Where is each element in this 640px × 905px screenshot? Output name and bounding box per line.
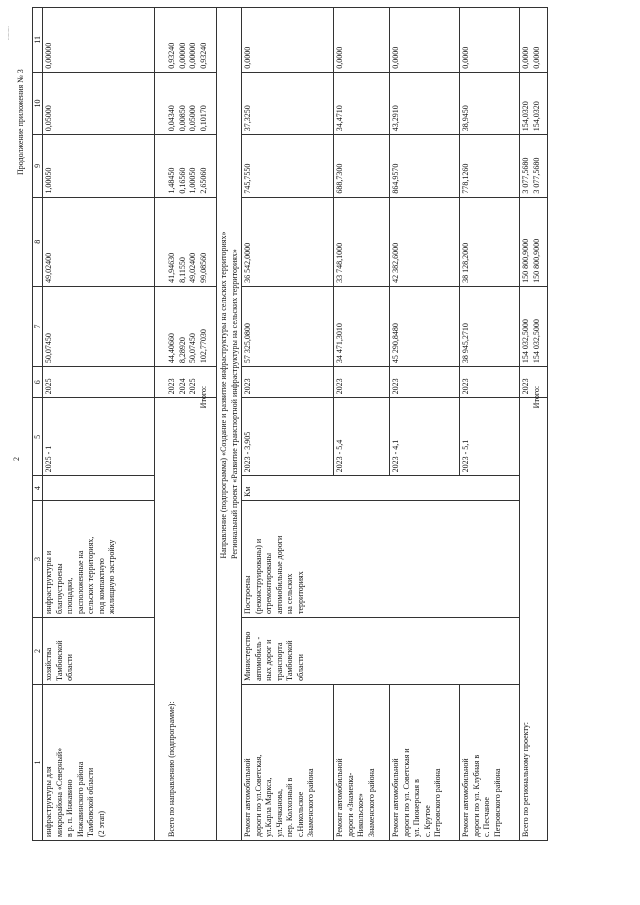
regional-cost: 1,48450 [167, 167, 176, 194]
local-cost: 37,3250 [242, 72, 334, 134]
federal-cost: 49,02400 [188, 252, 198, 283]
total-cost: 34 471,3010 [334, 286, 390, 366]
table-row [334, 8, 390, 841]
local-cost: 38,9450 [460, 72, 520, 134]
other-cost: 0,0000 [531, 46, 541, 69]
col-num: 6 [33, 367, 43, 398]
col-num: 7 [33, 286, 43, 366]
total-cost: 50,07450 [188, 333, 198, 364]
other-cost: 0,0000 [334, 8, 390, 73]
continuation-note: Продолжение приложения № 3 [16, 69, 25, 175]
other-cost: 0,0000 [242, 8, 334, 73]
capacity: 2023 - 5,1 [460, 398, 520, 476]
regional-cost: 1,00050 [188, 167, 198, 194]
col-num: 8 [33, 197, 43, 286]
total-cost: 154 032,5000 [521, 319, 530, 364]
table-row [460, 8, 520, 841]
page-number: 2 [12, 457, 21, 461]
local-cost: 0,05000 [188, 105, 198, 132]
object-name: Ремонт автомобильной дороги по ул. Клубная в с. Песчаное Петровского района [460, 684, 520, 840]
col-num: 11 [33, 8, 43, 73]
section-title-row [217, 8, 242, 841]
object-name: инфраструктуры для микрорайона «Северный» в р. п. Инжавино Инжавинского района Тамбовской области (2 этап) [43, 684, 155, 840]
unit: Км [242, 476, 520, 501]
regional-cost: 688,7300 [334, 135, 390, 197]
regional-cost: 3 077,5680 [521, 157, 530, 194]
local-cost: 34,4710 [334, 72, 390, 134]
direction-total-row [155, 8, 217, 841]
project-total-label: Всего по региональному проекту: [521, 722, 530, 837]
page-stamp: ........... [6, 26, 11, 40]
col-num: 3 [33, 500, 43, 617]
federal-cost: 99,08560 [198, 252, 208, 283]
year: 2023 [167, 378, 176, 395]
local-cost: 154,0320 [531, 101, 541, 132]
col-num: 2 [33, 617, 43, 684]
regional-cost: 1,00050 [43, 135, 155, 197]
local-cost: 0,04340 [167, 105, 176, 132]
year: 2023 [390, 367, 460, 398]
year: 2023 [521, 378, 530, 395]
other-cost: 0,00000 [177, 42, 187, 69]
capacity: 2023 - 5,4 [334, 398, 390, 476]
total-cost: 154 032,5000 [531, 319, 541, 364]
federal-cost: 41,94630 [167, 252, 176, 283]
other-cost: 0,0000 [521, 46, 530, 69]
col-num: 5 [33, 398, 43, 476]
project-total-row [520, 8, 548, 841]
total-cost: 45 290,8480 [390, 286, 460, 366]
regional-cost: 745,7550 [242, 135, 334, 197]
total-cost: 57 325,0800 [242, 286, 334, 366]
federal-cost: 150 800,9000 [531, 238, 541, 283]
year: 2025 [43, 367, 155, 398]
result: инфраструктуры и благоустроены площадки, расположенные на сельских территориях, под компактную жилищную застройку [43, 500, 155, 617]
local-cost: 154,0320 [521, 101, 530, 132]
total-cost: 102,77030 [198, 329, 208, 364]
year: Итого: [198, 385, 208, 409]
column-number-row [33, 8, 43, 841]
program-table [32, 7, 548, 841]
federal-cost: 8,11550 [177, 257, 187, 283]
federal-cost: 42 382,6000 [390, 197, 460, 286]
capacity: 2025 - 1 [43, 398, 155, 476]
other-cost: 0,93240 [167, 42, 176, 69]
direction-title: Направление (подпрограмма) «Создание и развитие инфраструктуры на сельских территориях» [219, 231, 228, 559]
year: 2025 [188, 378, 198, 395]
regional-cost: 2,65060 [198, 167, 208, 194]
federal-cost: 38 128,2000 [460, 197, 520, 286]
year: 2023 [242, 367, 334, 398]
total-cost: 50,07450 [43, 286, 155, 366]
unit [43, 476, 155, 501]
result: Построены (реконструированы) и отремонтированы автомобильные дороги на сельских территориях [242, 500, 520, 617]
table-row [43, 8, 155, 841]
other-cost: 0,0000 [460, 8, 520, 73]
total-cost: 8,28920 [177, 337, 187, 364]
year: 2023 [334, 367, 390, 398]
col-num: 10 [33, 72, 43, 134]
regional-cost: 864,9570 [390, 135, 460, 197]
col-num: 1 [33, 684, 43, 840]
total-cost: 38 945,2710 [460, 286, 520, 366]
local-cost: 0,00850 [177, 105, 187, 132]
col-num: 9 [33, 135, 43, 197]
local-cost: 0,05000 [43, 72, 155, 134]
direction-total-label: Всего по направлению (подпрограмме): [167, 701, 176, 837]
year: Итого: [531, 385, 541, 409]
responsible: Министерство автомобиль - ных дорог и транспорта Тамбовской области [242, 617, 520, 684]
local-cost: 0,10170 [198, 105, 208, 132]
federal-cost: 49,02400 [43, 197, 155, 286]
table-row [390, 8, 460, 841]
regional-cost: 0,16560 [177, 167, 187, 194]
object-name: Ремонт автомобильной дороги по ул.Советская, ул.Карла Маркса, ул.Чичканова, пер. Колхозный в с.Никольское Знаменского района [242, 684, 334, 840]
regional-cost: 778,1260 [460, 135, 520, 197]
capacity: 2023 - 4,1 [390, 398, 460, 476]
federal-cost: 33 748,1000 [334, 197, 390, 286]
year: 2024 [177, 378, 187, 395]
local-cost: 43,2910 [390, 72, 460, 134]
object-name: Ремонт автомобильной дороги по ул. Советская и ул. Пионерская в с. Крутое Петровского района [390, 684, 460, 840]
responsible: хозяйства Тамбовской области [43, 617, 155, 684]
capacity: 2023 - 3,905 [242, 398, 334, 476]
other-cost: 0,93240 [198, 42, 208, 69]
regional-cost: 3 077,5680 [531, 157, 541, 194]
object-name: Ремонт автомобильной дороги «Знаменка- Никольское» Знаменского района [334, 684, 390, 840]
total-cost: 44,40660 [167, 333, 176, 364]
table-row [242, 8, 334, 841]
other-cost: 0,00000 [188, 42, 198, 69]
other-cost: 0,00000 [43, 8, 155, 73]
col-num: 4 [33, 476, 43, 501]
federal-cost: 36 542,0000 [242, 197, 334, 286]
other-cost: 0,0000 [390, 8, 460, 73]
federal-cost: 150 800,9000 [521, 238, 530, 283]
project-title: Региональный проект «Развитие транспортной инфраструктуры на сельских территориях» [230, 249, 239, 559]
year: 2023 [460, 367, 520, 398]
